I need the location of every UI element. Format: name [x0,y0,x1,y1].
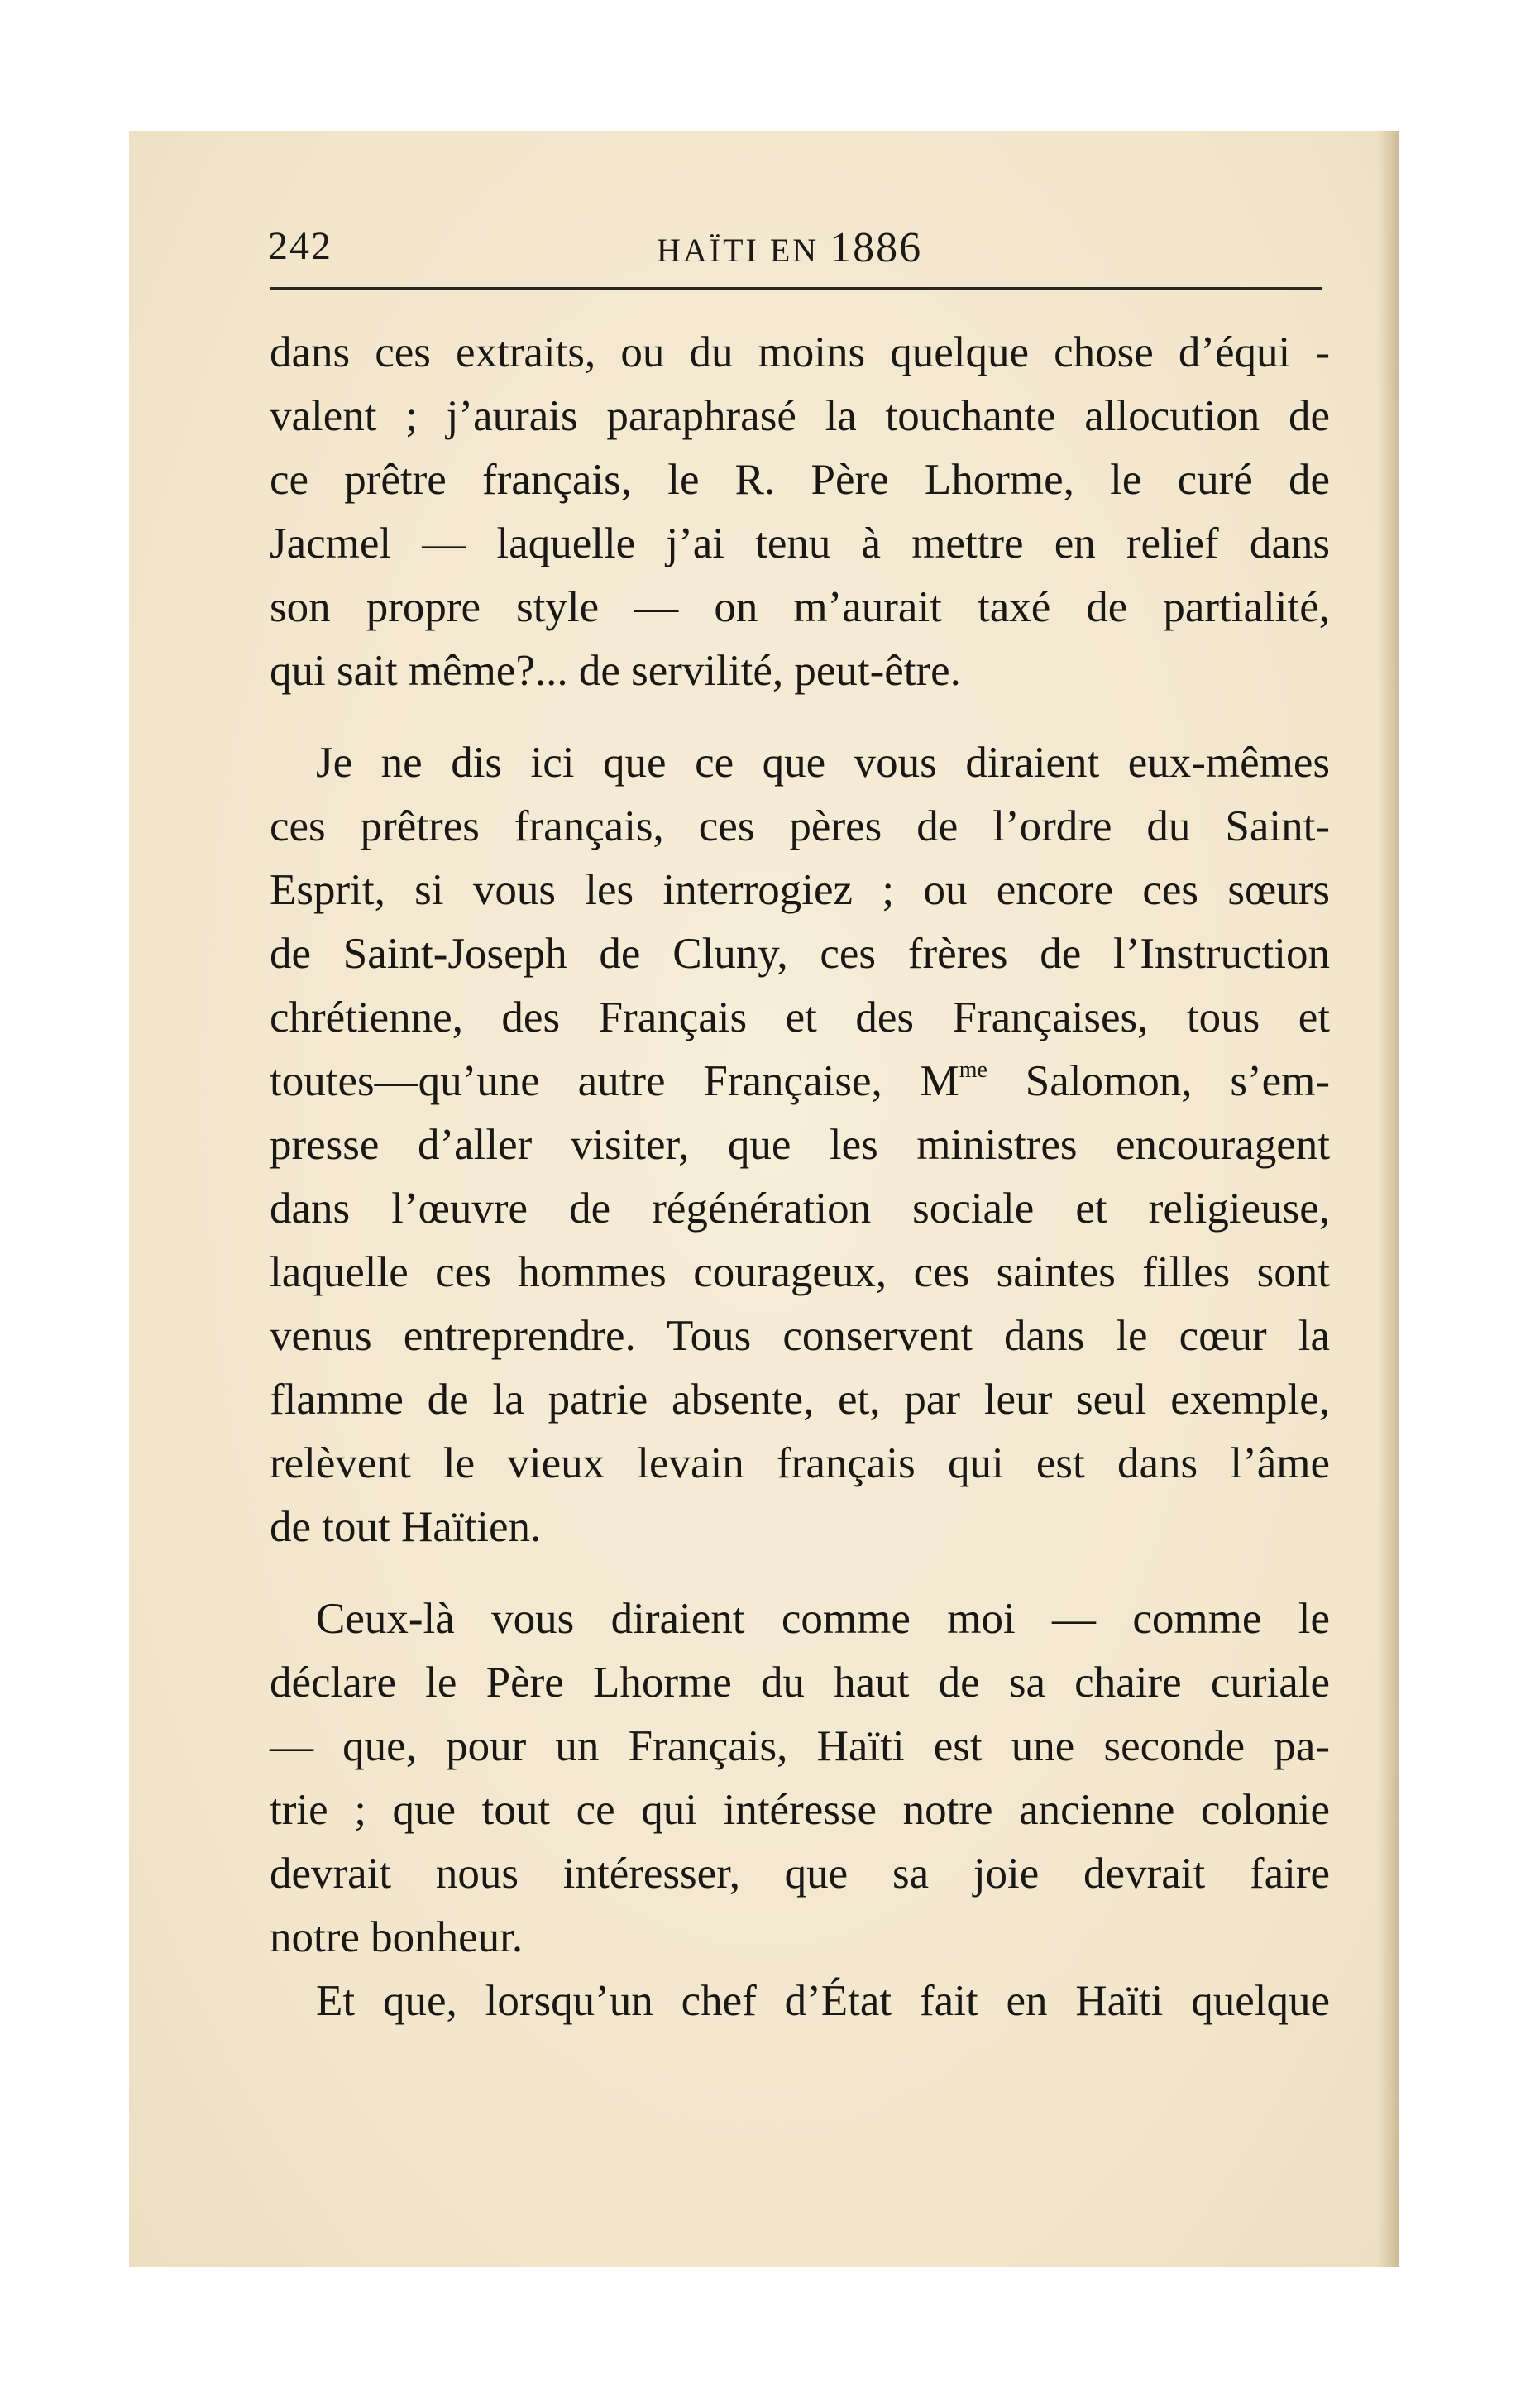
text-line: relèvent le vieux levain français qui est dans l’âme [270,1439,1330,1487]
text-line: déclare le Père Lhorme du haut de sa chaire curiale [270,1659,1330,1707]
body-text [270,321,1330,2033]
text-line: dans l’œuvre de régénération sociale et religieuse, [270,1185,1330,1233]
text-line: notre bonheur. [270,1913,524,1961]
page-edge-shadow [1377,131,1399,2267]
paragraph-gap [270,703,1330,731]
text-line: venus entreprendre. Tous conservent dans le cœur la [270,1312,1330,1360]
text-line: devrait nous intéresser, que sa joie devrait faire [270,1850,1330,1898]
paragraph-4 [270,1970,1330,2033]
running-head-title: HAÏTI EN [657,232,830,269]
paragraph-1 [270,321,1330,703]
page-header [268,217,1327,275]
text-line: Ceux-là vous diraient comme moi — comme le [316,1595,1330,1643]
text-line-madame [270,1050,1330,1113]
text-line: dans ces extraits, ou du moins quelque chose d’équi - [270,328,1330,376]
header-rule [270,287,1322,290]
text-line: son propre style — on m’aurait taxé de partialité, [270,583,1330,631]
paragraph-2 [270,731,1330,1559]
running-head [657,223,922,272]
text-line: flamme de la patrie absente, et, par leur seul exemple, [270,1376,1330,1424]
text-fragment: Salomon, s’em- [987,1057,1330,1105]
text-line: — que, pour un Français, Haïti est une seconde pa- [270,1722,1330,1770]
text-fragment: toutes—qu’une autre Française, M [270,1057,959,1105]
text-line: trie ; que tout ce qui intéresse notre ancienne colonie [270,1786,1330,1834]
running-head-year: 1886 [830,224,923,271]
paragraph-gap [270,1559,1330,1587]
text-line: valent ; j’aurais paraphrasé la touchante allocution de [270,392,1330,440]
text-line: Je ne dis ici que ce que vous diraient eux-mêmes [316,739,1330,787]
page-number: 242 [268,224,332,268]
superscript-me: me [959,1057,987,1083]
text-line: chrétienne, des Français et des Françaises, tous et [270,993,1330,1041]
text-line: presse d’aller visiter, que les ministres encouragent [270,1121,1330,1169]
text-line: Jacmel — laquelle j’ai tenu à mettre en relief dans [270,519,1330,567]
paragraph-3 [270,1587,1330,1970]
text-line: laquelle ces hommes courageux, ces saintes filles sont [270,1248,1330,1296]
text-line: ce prêtre français, le R. Père Lhorme, le curé de [270,456,1330,504]
text-line: ces prêtres français, ces pères de l’ordre du Saint- [270,802,1330,850]
text-line: de Saint-Joseph de Cluny, ces frères de l’Instruction [270,930,1330,978]
text-line: Esprit, si vous les interrogiez ; ou encore ces sœurs [270,866,1330,914]
text-line: qui sait même?... de servilité, peut-être. [270,647,961,695]
text-line: Et que, lorsqu’un chef d’État fait en Haïti quelque [316,1977,1330,2025]
text-line: de tout Haïtien. [270,1503,542,1551]
